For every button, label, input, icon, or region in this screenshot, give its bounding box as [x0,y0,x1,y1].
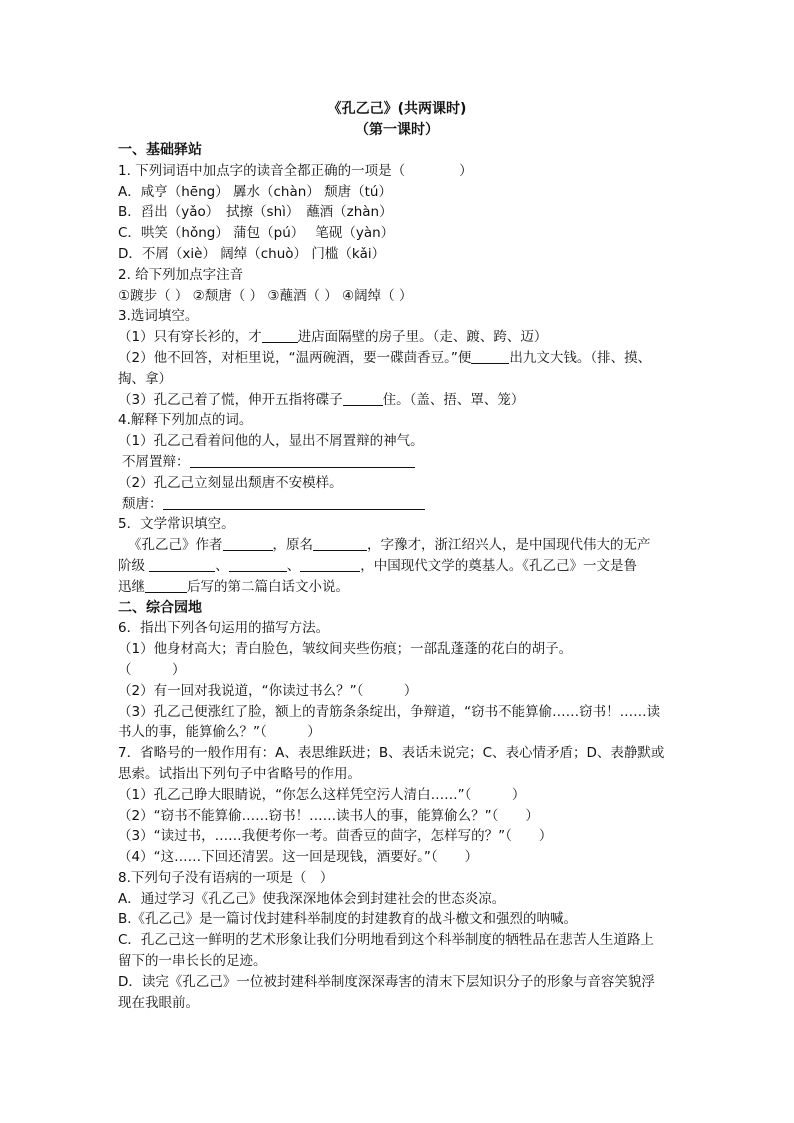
q5-text-b3: 、 [286,557,301,574]
q3-blank-1[interactable] [262,328,298,343]
q4-blank-1[interactable] [190,453,415,468]
q5-blank-role-3[interactable] [300,557,360,572]
q8-option-c: C．孔乙己这一鲜明的艺术形象让我们分明地看到这个科举制度的牺牲品在悲苦人生道路上 [118,932,654,949]
page-subtitle: （第一课时） [355,122,439,138]
q3-sentence-2 [118,348,688,369]
q7-stem: 7．省略号的一般作用有：A、表思维跃进；B、表话未说完；C、表心情矛盾；D、表静默或 [118,745,665,762]
q3-s3-prefix: （3）孔乙己着了慌，伸开五指将碟子 [118,391,343,408]
q7-stem-cont: 思索。试指出下列句子中省略号的作用。 [118,765,361,782]
q6-sentence-1: （1）他身材高大；青白脸色，皱纹间夹些伤痕；一部乱蓬蓬的花白的胡子。 [118,641,573,658]
q5-blank-original-name[interactable] [313,536,367,551]
q8-stem: 8.下列句子没有语病的一项是（ ） [118,869,334,886]
worksheet-body [118,140,688,1013]
q4-sentence-2: （2）孔乙己立刻显出颓唐不安模样。 [118,474,343,491]
q4-blank-2[interactable] [163,495,425,510]
q5-text-b2: 、 [215,557,229,574]
q8-option-d: D．读完《孔乙己》一位被封建科举制度深深毒害的清末下层知识分子的形象与音容笑貌浮 [118,973,655,990]
q3-s2-suffix: 出九文大钱。（排、摸、 [509,349,652,366]
q6-sentence-2: （2）有一回对我说道，“你读过书么？”（ ） [118,682,418,699]
q5-line-1 [118,535,688,556]
q5-blank-work[interactable] [145,578,187,593]
section-heading-basics: 一、基础驿站 [118,142,202,158]
page-title: 《孔乙己》(共两课时) [327,101,467,117]
q1-option-d: D．不屑（xiè） 阔绰（chuò） 门槛（kǎi） [118,245,386,262]
q3-s1-prefix: （1）只有穿长衫的，才 [118,329,262,346]
q2-items: ①踱步（ ） ②颓唐（ ） ③蘸酒（ ） ④阔绰（ ） [118,287,413,304]
q3-sentence-2-cont: 掏、拿） [118,370,172,387]
q6-sentence-3-cont: 书人的事，能算偷么？”（ ） [118,724,321,741]
q4-answer-line-1 [118,452,688,473]
q1-stem: 1. 下列词语中加点字的读音全都正确的一项是（ ） [118,162,473,179]
q3-s3-suffix: 住。（盖、捂、罩、笼） [382,391,525,408]
q5-line-2 [118,556,688,577]
q4-stem: 4.解释下列加点的词。 [118,412,253,429]
q5-blank-author[interactable] [223,536,273,551]
q8-option-b: B.《孔乙己》是一篇讨伐封建科举制度的封建教育的战斗檄文和强烈的呐喊。 [118,911,578,928]
q6-answer-1[interactable]: （ ） [118,661,186,678]
q5-text-c2: 后写的第二篇白话文小说。 [187,578,349,595]
q7-sentence-2: （2）“窃书不能算偷……窃书！……读书人的事，能算偷么？”（ ） [118,807,539,824]
q1-option-b: B．舀出（yǎo） 拭擦（shì） 蘸酒（zhàn） [118,204,393,221]
q5-blank-role-1[interactable] [149,557,215,572]
q3-blank-2[interactable] [471,349,509,364]
q7-sentence-3: （3）“读过书，……我便考你一考。茴香豆的茴字，怎样写的？”（ ） [118,828,553,845]
q4-label-2: 颓唐： [122,495,163,512]
q4-answer-line-2 [118,494,688,515]
q8-option-c-cont: 留下的一串长长的足迹。 [118,953,267,970]
q7-sentence-4: （4）“这……下回还清罢。这一回是现钱，酒要好。”（ ） [118,849,479,866]
section-heading-comprehensive: 二、综合园地 [118,599,202,616]
q1-option-a: A．咸亨（hēng） 羼水（chàn） 颓唐（tú） [118,183,392,200]
q8-option-d-cont: 现在我眼前。 [118,994,199,1011]
q5-text-a3: ，字豫才，浙江绍兴人，是中国现代伟大的无产 [367,537,651,554]
q5-text-c1: 迅继 [118,578,145,595]
q5-stem: 5．文学常识填空。 [118,516,235,533]
q5-text-a1: 《孔乙己》作者 [128,537,223,554]
q3-blank-3[interactable] [343,391,383,406]
q3-sentence-1 [118,327,688,348]
q3-sentence-3 [118,390,688,411]
q2-stem: 2. 给下列加点字注音 [118,266,244,283]
q5-blank-role-2[interactable] [229,557,287,572]
q4-label-1: 不屑置辩： [122,453,190,470]
q5-line-3 [118,577,688,598]
q5-text-b4: ，中国现代文学的奠基人。《孔乙己》一文是鲁 [360,557,638,574]
q5-text-b1: 阶级 [118,557,145,574]
q3-stem: 3.选词填空。 [118,308,199,325]
q3-s2-prefix: （2）他不回答，对柜里说，“温两碗酒，要一碟茴香豆。”便 [118,349,472,366]
q7-sentence-1: （1）孔乙己睁大眼睛说，“你怎么这样凭空污人清白……”（ ） [118,786,526,803]
q6-stem: 6．指出下列各句运用的描写方法。 [118,620,330,637]
q6-sentence-3: （3）孔乙己便涨红了脸，额上的青筋条条绽出，争辩道，“窃书不能算偷……窃书！……读 [118,703,661,720]
q4-sentence-1: （1）孔乙己看着问他的人，显出不屑置辩的神气。 [118,433,424,450]
q8-option-a: A．通过学习《孔乙己》使我深深地体会到封建社会的世态炎凉。 [118,890,506,907]
q5-text-a2: ，原名 [272,537,313,554]
q3-s1-suffix: 进店面隔壁的房子里。（走、踱、跨、迈） [297,329,548,346]
q1-option-c: C．哄笑（hǒng） 蒲包（pú） 笔砚（yàn） [118,225,395,242]
